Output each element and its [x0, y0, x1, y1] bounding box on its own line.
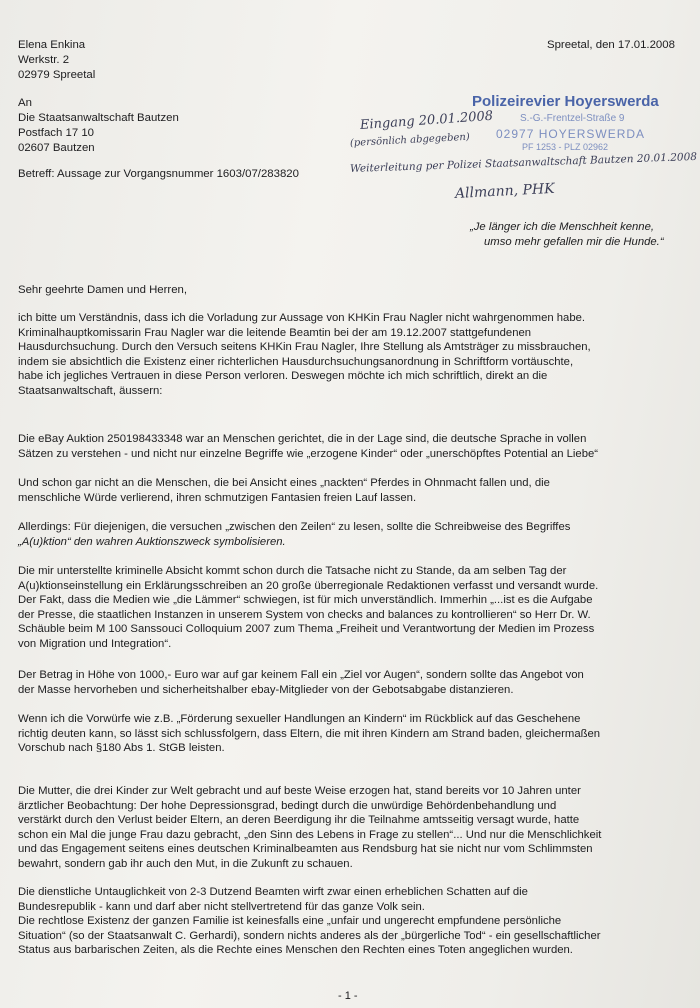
- paragraph-line: und das Engagement seitens eines deutschen Kriminalbeamten aus Rendsburg hat sie nicht nur vom Schlimmsten: [18, 843, 593, 856]
- paragraph-line: Kriminalhauptkomissarin Frau Nagler war die leitende Beamtin bei der am 19.12.2007 stattgefundenen: [18, 326, 532, 339]
- page-number: - 1 -: [338, 990, 358, 1002]
- paragraph-line: schon ein Mal die junge Frau dazu gebracht, „den Sinn des Lebens in Frage zu stellen“... Und nur die Menschlichkeit: [18, 828, 602, 841]
- paragraph-line: Situation“ (so der Staatsanwalt C. Gerhardi), sondern nichts anderes als der „bürgerliche Tod“ - ein gesellschaftlicher: [18, 929, 601, 942]
- handwritten-received: Eingang 20.01.2008: [359, 108, 494, 133]
- paragraph-line: Die Mutter, die drei Kinder zur Welt gebracht und auf beste Weise erzogen hat, stand bereits vor 10 Jahren unter: [18, 785, 581, 797]
- salutation: Sehr geehrte Damen und Herren,: [18, 284, 188, 296]
- paragraph-line: indem sie absichtlich die Existenz einer richterlichen Hausdurchsuchungsanordnung in Schriftform vortäuschte,: [18, 355, 574, 368]
- paragraph-9: [18, 885, 680, 958]
- paragraph-line: Und schon gar nicht an die Menschen, die bei Ansicht eines „nackten“ Pferdes in Ohnmacht fallen und, die: [18, 477, 550, 489]
- paragraph-line: Der Betrag in Höhe von 1000,- Euro war auf gar keinem Fall ein „Ziel vor Augen“, sondern sollte das Angebot von: [18, 669, 584, 681]
- paragraph-line: der Presse, die staatlichen Instanzen in unserem System von checks and balances zu kontrollieren“ so Herr Dr. W.: [18, 608, 591, 621]
- paragraph-line: bewahrt, sondern gab ihr auch den Mut, in die Zukunft zu schauen.: [18, 857, 353, 870]
- paragraph-line: menschliche Würde verlierend, ihren schmutzigen Fantasien freien Lauf lassen.: [18, 491, 417, 504]
- paragraph-line: Die mir unterstellte kriminelle Absicht kommt schon durch die Tatsache nicht zu Stande, da am selben Tag der: [18, 565, 567, 577]
- paragraph-line: Die rechtlose Existenz der ganzen Familie ist keinesfalls eine „unfair und ungerecht empfundene persönliche: [18, 915, 562, 928]
- paragraph-6: [18, 668, 680, 697]
- recipient-line-1: An: [18, 97, 32, 109]
- subject-line: Betreff: Aussage zur Vorgangsnummer 1603/07/283820: [18, 168, 299, 180]
- handwritten-signature: Allmann, PHK: [454, 180, 556, 202]
- paragraph-line: Schäuble beim M 100 Sanssouci Colloquium 2007 zum Thema „Freiheit und Verantwortung der Medien im Prozess: [18, 623, 595, 636]
- paragraph-line: der Masse hervorheben und sicherheitshalber ebay-Mitglieder von der Gebotsabgabe distanzieren.: [18, 683, 514, 696]
- paragraph-line: A(u)ktionseinstellung ein Erklärungsschreiben an 20 große überregionale Redaktionen verfasst und versandt wurde.: [18, 579, 599, 592]
- paragraph-line: Wenn ich die Vorwürfe wie z.B. „Förderung sexueller Handlungen an Kindern“ im Rückblick auf das Geschehene: [18, 713, 581, 725]
- paragraph-line: verstärkt durch den Verlust beider Eltern, an deren Beerdigung ihr die Teilnahme amtsseitig versagt wurde, hatte: [18, 814, 580, 827]
- paragraph-line: ärztlicher Beobachtung: Der hohe Depressionsgrad, bedingt durch die unwürdige Behördenbehandlung und: [18, 799, 557, 812]
- paragraph-line: Bundesrepublik - kann und darf aber nicht stellvertretend für das ganze Volk sein.: [18, 900, 425, 913]
- sender-street: Werkstr. 2: [18, 54, 70, 66]
- paragraph-line: Staatsanwaltschaft, äussern:: [18, 384, 163, 397]
- paragraph-line: Vorschub nach §180 Abs 1. StGB leisten.: [18, 742, 225, 755]
- paragraph-line: Status aus barbarischen Zeiten, als die Rechte eines Menschen den Rechten eines Toten angeglichen wurden.: [18, 944, 573, 957]
- place-date: Spreetal, den 17.01.2008: [547, 39, 675, 51]
- paragraph-line: Die eBay Auktion 250198433348 war an Menschen gerichtet, die in der Lage sind, die deutsche Sprache in vollen: [18, 433, 587, 445]
- paragraph-line: Hausdurchsuchung. Durch den Versuch seitens KHKin Frau Nagler, Ihre Stellung als Amtsträger zu missbrauchen,: [18, 341, 591, 354]
- paragraph-line: Der Fakt, dass die Medien wie „die Lämmer“ schwiegen, ist für mich unverständlich. Immerhin „...ist es die Aufgabe: [18, 594, 593, 607]
- paragraph-line: „A(u)ktion“ den wahren Auktionszweck symbolisieren.: [18, 535, 286, 548]
- paragraph-line: Allerdings: Für diejenigen, die versuchen „zwischen den Zeilen“ zu lesen, sollte die Schreibweise des Begriffes: [18, 521, 571, 533]
- stamp-city: 02977 HOYERSWERDA: [496, 127, 646, 141]
- stamp-street: S.-G.-Frentzel-Straße 9: [520, 113, 625, 124]
- paragraph-5: [18, 564, 680, 652]
- recipient-line-4: 02607 Bautzen: [18, 142, 95, 154]
- paragraph-3: [18, 476, 680, 505]
- paragraph-2: [18, 432, 680, 461]
- paragraph-line: habe ich jegliches Vertrauen in diese Person verloren. Deswegen möchte ich mich schriftlich, direkt an die: [18, 370, 548, 383]
- sender-city: 02979 Spreetal: [18, 69, 96, 81]
- quote-line-1: „Je länger ich die Menschheit kenne,: [470, 221, 654, 233]
- handwritten-forwarded: Weiterleitung per Polizei Staatsanwaltschaft Bautzen 20.01.2008: [349, 150, 698, 175]
- stamp-title: Polizeirevier Hoyerswerda: [472, 93, 659, 110]
- paragraph-1: [18, 311, 680, 399]
- paragraph-8: [18, 784, 680, 872]
- paragraph-line: richtig deuten kann, so lässt sich schlussfolgern, dass Eltern, die mit ihren Kindern am Strand baden, gleichermaßen: [18, 727, 601, 740]
- quote-line-2: umso mehr gefallen mir die Hunde.“: [484, 236, 664, 248]
- paragraph-line: von Migration und Integration“.: [18, 637, 172, 650]
- paragraph-line: Die dienstliche Untauglichkeit von 2-3 Dutzend Beamten wirft zwar einen erheblichen Schatten auf die: [18, 886, 528, 898]
- paragraph-4: [18, 520, 680, 549]
- paragraph-line: ich bitte um Verständnis, dass ich die Vorladung zur Aussage von KHKin Frau Nagler nicht wahrgenommen habe.: [18, 312, 586, 324]
- paragraph-line: Sätzen zu verstehen - und nicht nur einzelne Begriffe wie „erzogene Kinder“ oder „unerschöpftes Potential an Liebe“: [18, 447, 599, 460]
- paragraph-7: [18, 712, 680, 756]
- handwritten-note: (persönlich abgegeben): [349, 131, 470, 149]
- sender-name: Elena Enkina: [18, 39, 86, 51]
- stamp-postbox: PF 1253 - PLZ 02962: [522, 142, 609, 152]
- recipient-line-2: Die Staatsanwaltschaft Bautzen: [18, 112, 179, 124]
- recipient-line-3: Postfach 17 10: [18, 127, 94, 139]
